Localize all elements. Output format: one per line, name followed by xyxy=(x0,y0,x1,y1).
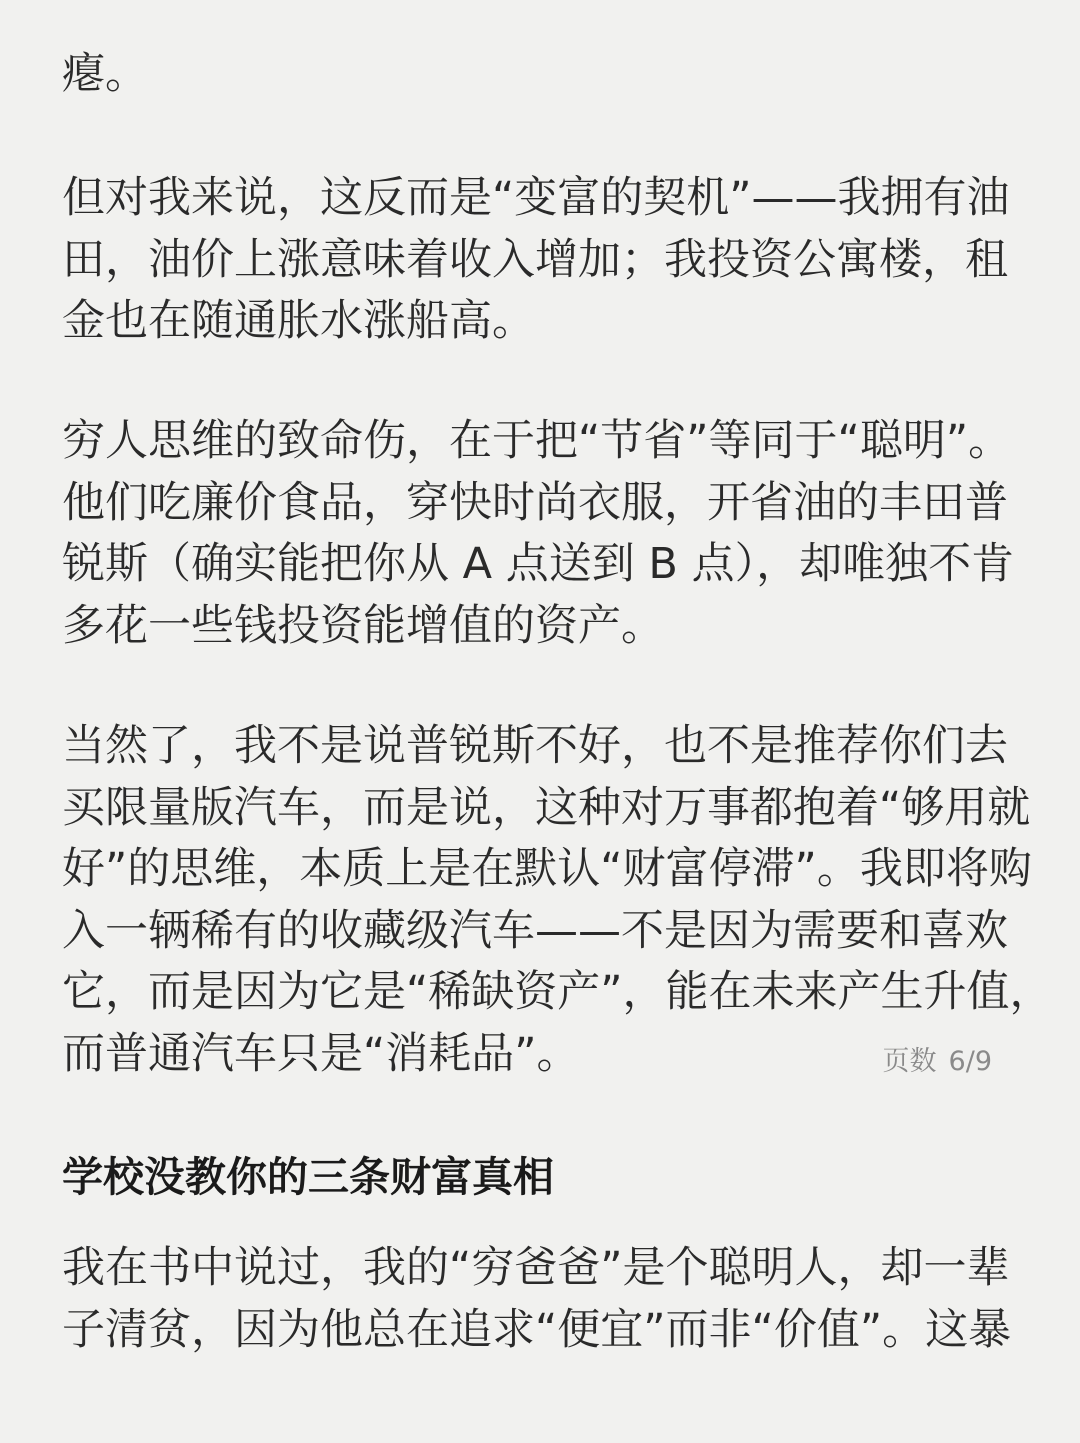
page-indicator-label: 页数 xyxy=(882,1046,937,1077)
text-line: 金也在随通胀水涨船高。 xyxy=(62,296,535,346)
paragraph-5 xyxy=(62,1238,1022,1361)
paragraph-1 xyxy=(62,44,1022,106)
text-line: 我在书中说过，我的“穷爸爸”是个聪明人，却一辈 xyxy=(62,1243,1010,1293)
text-line: 多花一些钱投资能增值的资产。 xyxy=(62,600,664,651)
text-line: 瘪。 xyxy=(62,49,148,99)
paragraph-3 xyxy=(62,411,1022,657)
text-line: 锐斯（确实能把你从 A 点送到 B 点），却唯独不肯 xyxy=(62,539,1015,589)
page-indicator xyxy=(883,1044,992,1080)
text-line: 好”的思维，本质上是在默认“财富停滞”。我即将购 xyxy=(62,844,1032,894)
paragraph-2 xyxy=(62,168,1022,353)
text-line: 而普通汽车只是“消耗品”。 xyxy=(62,1028,580,1079)
text-line: 当然了，我不是说普锐斯不好，也不是推荐你们去 xyxy=(62,721,1008,771)
text-line: 穷人思维的致命伤，在于把“节省”等同于“聪明”。 xyxy=(62,416,1012,466)
text-line: 买限量版汽车，而是说，这种对万事都抱着“够用就 xyxy=(62,782,1031,833)
paragraph-4 xyxy=(62,716,1053,1085)
text-line: 它，而是因为它是“稀缺资产”，能在未来产生升值， xyxy=(62,967,1053,1017)
text-line: 子清贫，因为他总在追求“便宜”而非“价值”。这暴 xyxy=(62,1304,1012,1355)
text-line: 但对我来说，这反而是“变富的契机”——我拥有油 xyxy=(62,173,1010,223)
text-line: 田，油价上涨意味着收入增加；我投资公寓楼，租 xyxy=(62,234,1008,285)
text-line: 入一辆稀有的收藏级汽车——不是因为需要和喜欢 xyxy=(62,905,1008,956)
page-indicator-value: 6/9 xyxy=(948,1046,992,1077)
section-heading: 学校没教你的三条财富真相 xyxy=(62,1153,554,1201)
text-line: 他们吃廉价食品，穿快时尚衣服，开省油的丰田普 xyxy=(62,477,1008,528)
